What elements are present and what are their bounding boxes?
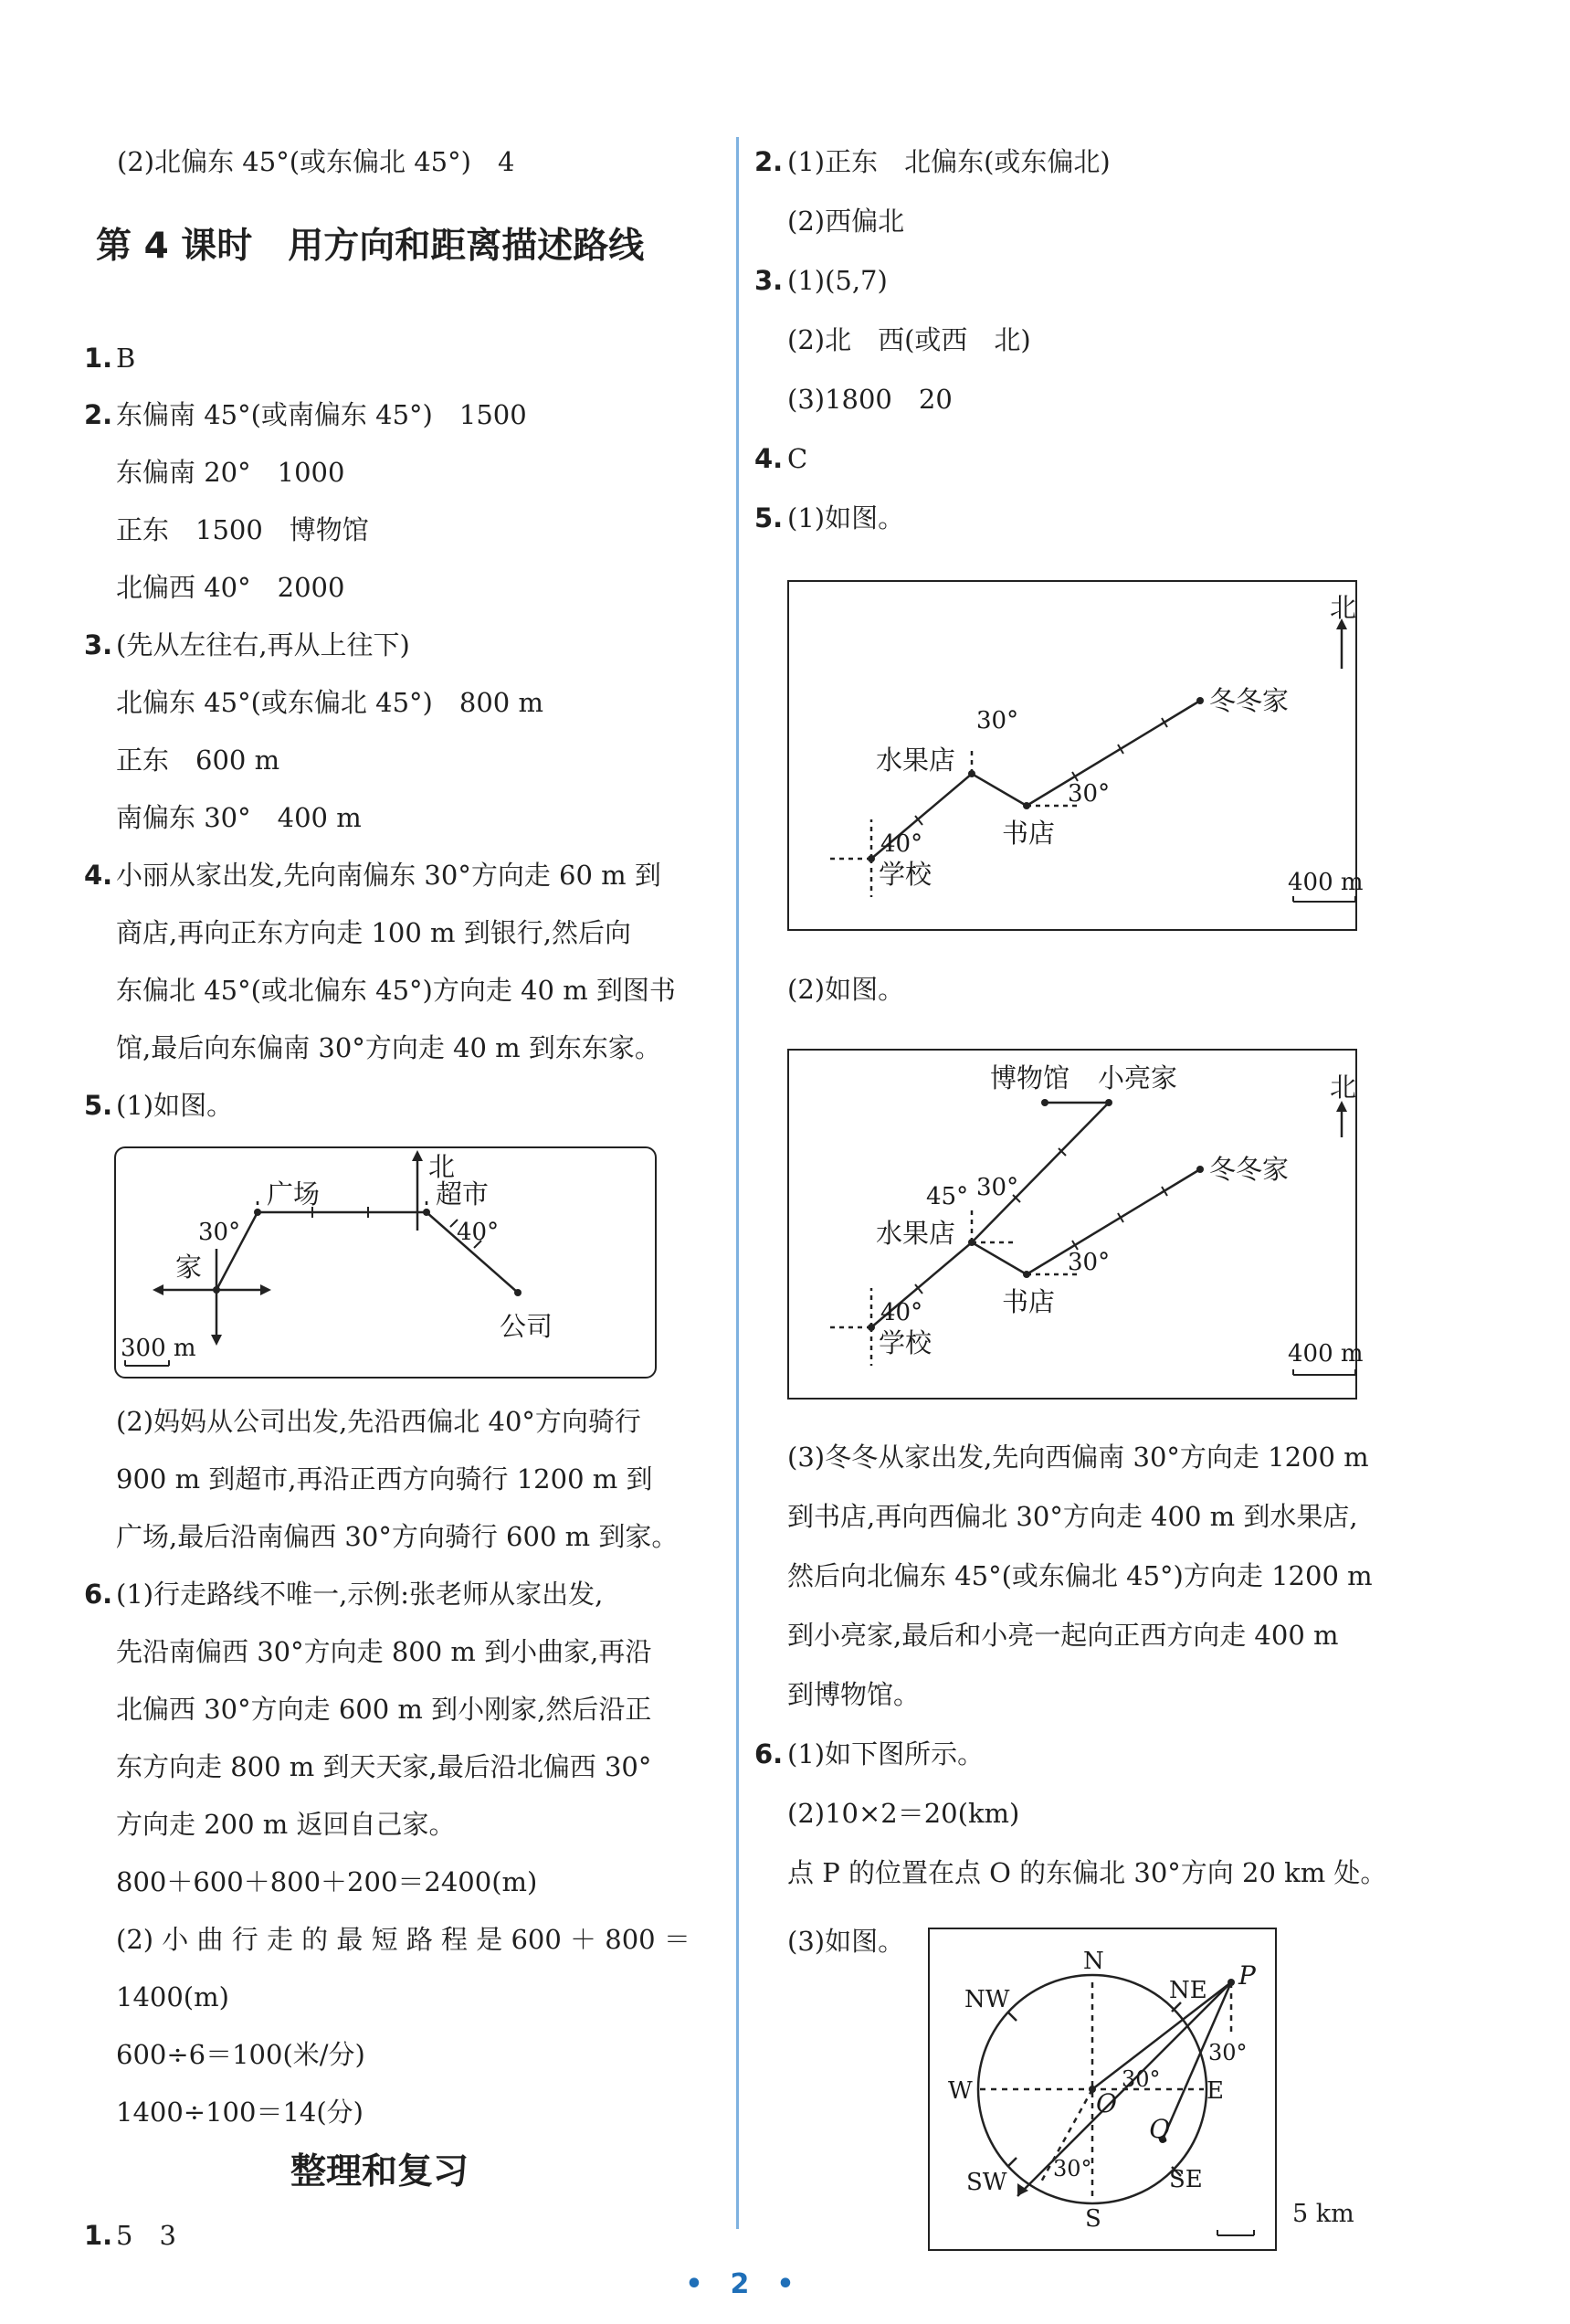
compass-s: S bbox=[1085, 2205, 1101, 2233]
section-title: 整理和复习 bbox=[290, 2151, 469, 2192]
angle-label: 30° bbox=[976, 1174, 1019, 1201]
compass-ne: NE bbox=[1169, 1977, 1207, 2004]
answer-line: C bbox=[787, 443, 808, 474]
question-number: 3. bbox=[754, 265, 784, 296]
answer-line: 点 P 的位置在点 O 的东偏北 30°方向 20 km 处。 bbox=[787, 1857, 1387, 1888]
question-number: 5. bbox=[754, 502, 784, 533]
answer-line: 5 3 bbox=[116, 2220, 176, 2251]
dongdong-home-label: 冬冬家 bbox=[1209, 1154, 1290, 1185]
answer-line: 广场,最后沿南偏西 30°方向骑行 600 m 到家。 bbox=[116, 1521, 679, 1552]
point-o-label: O bbox=[1096, 2088, 1117, 2118]
answer-line: 小丽从家出发,先向南偏东 30°方向走 60 m 到 bbox=[116, 860, 661, 891]
angle-label: 40° bbox=[457, 1219, 500, 1246]
answer-line: 800＋600＋800＋200＝2400(m) bbox=[116, 1866, 538, 1897]
north-label: 北 bbox=[1330, 1072, 1357, 1103]
answer-line: (2)北 西(或西 北) bbox=[787, 324, 1031, 355]
answer-line: 北偏西 40° 2000 bbox=[116, 572, 345, 603]
north-label: 北 bbox=[428, 1151, 456, 1182]
question-number: 1. bbox=[84, 343, 113, 374]
question-number: 4. bbox=[754, 443, 784, 474]
angle-label: 30° bbox=[1053, 2156, 1092, 2181]
answer-line: B bbox=[116, 343, 136, 374]
answer-line: 先沿南偏西 30°方向走 800 m 到小曲家,再沿 bbox=[116, 1636, 652, 1667]
market-label: 超市 bbox=[436, 1178, 490, 1210]
answer-line: (1)行走路线不唯一,示例:张老师从家出发, bbox=[116, 1579, 604, 1610]
column-divider bbox=[736, 137, 739, 2229]
compass-nw: NW bbox=[964, 1986, 1010, 2013]
question-number: 2. bbox=[754, 146, 784, 177]
xiaoliang-home-label: 小亮家 bbox=[1098, 1062, 1178, 1093]
point-p-label: P bbox=[1238, 1960, 1256, 1991]
compass-diagram bbox=[928, 1928, 1277, 2251]
route-diagram-1 bbox=[114, 1146, 657, 1379]
answer-line: 到书店,再向西偏北 30°方向走 400 m 到水果店, bbox=[787, 1501, 1358, 1532]
answer-line: 方向走 200 m 返回自己家。 bbox=[116, 1809, 456, 1840]
question-number: 2. bbox=[84, 399, 113, 430]
answer-line: 到博物馆。 bbox=[787, 1679, 921, 1710]
question-number: 6. bbox=[754, 1738, 784, 1769]
answer-line: (1)(5,7) bbox=[787, 265, 888, 296]
lesson-title: 第 4 课时 用方向和距离描述路线 bbox=[96, 226, 645, 267]
company-label: 公司 bbox=[500, 1311, 553, 1342]
question-number: 6. bbox=[84, 1579, 113, 1610]
answer-line: 正东 1500 博物馆 bbox=[116, 514, 369, 545]
answer-line: 东偏南 45°(或南偏东 45°) 1500 bbox=[116, 399, 527, 430]
compass-se: SE bbox=[1169, 2166, 1203, 2193]
answer-line: (2)北偏东 45°(或东偏北 45°) 4 bbox=[117, 146, 515, 177]
answer-line: (2)如图。 bbox=[787, 974, 905, 1005]
page-number: • 2 • bbox=[685, 2268, 795, 2300]
answer-line: 1400÷100＝14(分) bbox=[116, 2097, 364, 2128]
angle-label: 30° bbox=[1208, 2040, 1248, 2065]
answer-line: (1)如图。 bbox=[787, 502, 905, 533]
answer-line: (3)1800 20 bbox=[787, 384, 953, 415]
compass-e: E bbox=[1206, 2077, 1224, 2105]
angle-label: 30° bbox=[1122, 2066, 1161, 2092]
scale-label: 300 m bbox=[121, 1335, 196, 1362]
dongdong-home-label: 冬冬家 bbox=[1209, 685, 1290, 716]
answer-line: (1)正东 北偏东(或东偏北) bbox=[787, 146, 1111, 177]
route-diagram-3 bbox=[787, 1049, 1364, 1400]
angle-label: 40° bbox=[880, 830, 923, 858]
answer-line: (2) 小 曲 行 走 的 最 短 路 程 是 600 ＋ 800 ＝ bbox=[116, 1924, 690, 1955]
question-number: 4. bbox=[84, 860, 113, 891]
compass-sw: SW bbox=[966, 2169, 1007, 2196]
answer-line: (3)冬冬从家出发,先向西偏南 30°方向走 1200 m bbox=[787, 1442, 1369, 1473]
answer-line: 900 m 到超市,再沿正西方向骑行 1200 m 到 bbox=[116, 1463, 653, 1495]
answer-line: (2)妈妈从公司出发,先沿西偏北 40°方向骑行 bbox=[116, 1406, 641, 1437]
school-label: 学校 bbox=[879, 859, 933, 890]
answer-line: 北偏西 30°方向走 600 m 到小刚家,然后沿正 bbox=[116, 1694, 652, 1725]
answer-line: 正东 600 m bbox=[116, 745, 280, 776]
school-label: 学校 bbox=[879, 1327, 933, 1358]
scale-label: 400 m bbox=[1288, 869, 1364, 896]
angle-label: 40° bbox=[880, 1299, 923, 1326]
home-label: 家 bbox=[175, 1252, 203, 1283]
scale-label: 400 m bbox=[1288, 1340, 1364, 1368]
answer-line: (先从左往右,再从上往下) bbox=[116, 629, 410, 660]
angle-label: 30° bbox=[976, 707, 1019, 734]
museum-label: 博物馆 bbox=[990, 1062, 1070, 1093]
question-number: 1. bbox=[84, 2220, 113, 2251]
answer-line: (1)如图。 bbox=[116, 1090, 234, 1121]
answer-line: 东偏南 20° 1000 bbox=[116, 457, 345, 488]
answer-line: (1)如下图所示。 bbox=[787, 1738, 985, 1769]
answer-line: 到小亮家,最后和小亮一起向正西方向走 400 m bbox=[787, 1620, 1339, 1651]
answer-line: 南偏东 30° 400 m bbox=[116, 802, 362, 833]
fruit-shop-label: 水果店 bbox=[876, 1218, 956, 1249]
point-q-label: Q bbox=[1149, 2114, 1170, 2144]
question-number: 5. bbox=[84, 1090, 113, 1121]
answer-line: 东方向走 800 m 到天天家,最后沿北偏西 30° bbox=[116, 1751, 652, 1782]
answer-line: 然后向北偏东 45°(或东偏北 45°)方向走 1200 m bbox=[787, 1560, 1373, 1591]
route-diagram-2 bbox=[787, 580, 1364, 931]
answer-line: 600÷6＝100(米/分) bbox=[116, 2039, 365, 2070]
answer-line: 北偏东 45°(或东偏北 45°) 800 m bbox=[116, 687, 543, 718]
answer-line: 东偏北 45°(或北偏东 45°)方向走 40 m 到图书 bbox=[116, 975, 676, 1006]
angle-label: 30° bbox=[198, 1219, 241, 1246]
answer-line: (3)如图。 bbox=[787, 1926, 905, 1957]
answer-line: (2)西偏北 bbox=[787, 206, 905, 237]
plaza-label: 广场 bbox=[267, 1178, 321, 1210]
angle-label: 30° bbox=[1068, 1249, 1111, 1276]
north-label: 北 bbox=[1330, 592, 1357, 623]
compass-w: W bbox=[948, 2077, 973, 2105]
fruit-shop-label: 水果店 bbox=[876, 745, 956, 776]
bookstore-label: 书店 bbox=[1002, 818, 1056, 849]
angle-label: 45° bbox=[926, 1183, 969, 1210]
answer-line: 馆,最后向东偏南 30°方向走 40 m 到东东家。 bbox=[116, 1032, 661, 1063]
compass-n: N bbox=[1083, 1948, 1104, 1975]
answer-line: 1400(m) bbox=[116, 1981, 229, 2012]
answer-line: (2)10×2＝20(km) bbox=[787, 1798, 1020, 1829]
angle-label: 30° bbox=[1068, 780, 1111, 808]
answer-line: 商店,再向正东方向走 100 m 到银行,然后向 bbox=[116, 917, 631, 948]
scale-label: 5 km bbox=[1292, 2200, 1354, 2228]
question-number: 3. bbox=[84, 629, 113, 660]
bookstore-label: 书店 bbox=[1002, 1286, 1056, 1317]
